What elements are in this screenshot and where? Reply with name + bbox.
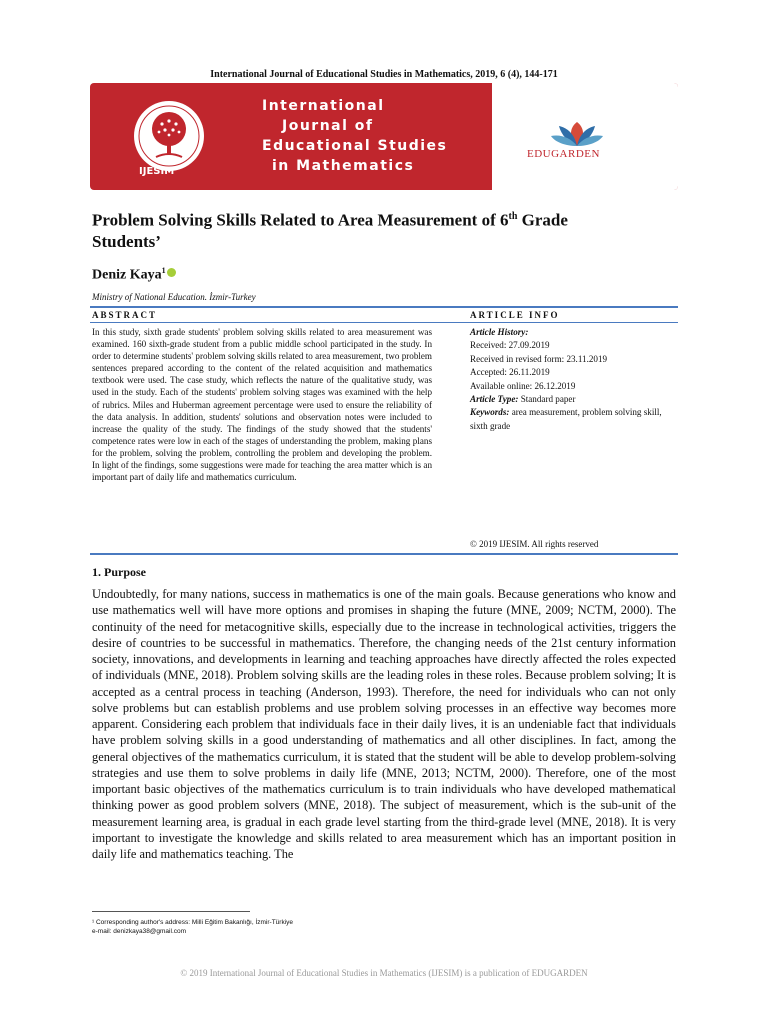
article-info-heading: ARTICLE INFO	[470, 310, 560, 320]
article-type-label: Article Type:	[470, 394, 519, 405]
logo-text: IJESIM	[139, 166, 175, 177]
abstract-text: In this study, sixth grade students' problem solving skills related to area measurement was examined. 160 sixth-grade student from a public middle school participated in the study. In order to determine students' problem solving skills related to area measurement, two problem sentences prepared according to the content of the related acquisition and mathematics textbook were used. The case study, which reflects the nature of the qualitative study, was used in the study. Each of the students' problem solving stages was examined with the help of rubrics. Miles and Huberman agreement percentage were used to ensure the reliability of the data analysis. In addition, students' solutions and observation notes were included to increase the quality of the study. The findings of the study showed that the students' competence rates were low in each of the stages of understanding the problem, making plans for the problem, solving the problem, controlling the problem and developing the problem. In light of the findings, some suggestions were made for teaching the area matter which is an important part of daily life and mathematics curriculum.	[92, 327, 432, 483]
copyright-notice: © 2019 IJESIM. All rights reserved	[470, 539, 599, 549]
banner-title-line: Journal of	[282, 118, 374, 134]
author-text: Deniz Kaya	[92, 267, 162, 283]
divider	[90, 553, 678, 555]
banner-title-line: International	[262, 98, 385, 114]
divider	[90, 322, 678, 323]
abstract-heading: ABSTRACT	[92, 310, 158, 320]
author-footnote-mark: 1	[161, 266, 166, 275]
author-name	[92, 266, 176, 284]
body-paragraph: Undoubtedly, for many nations, success in mathematics is one of the main goals. Because generations who know and use mathematics well will have more options and promises in shaping the future (MNE, 2009; NCTM, 2000). The continuity of the need for metacognitive skills, especially due to the increase in technological activities, triggers the desire of countries to be successful in mathematics. Therefore, the changing needs of the 21st century information society, innovations, and developments in learning and teaching approaches have directly affected the roles expected of individuals (MNE, 2018). Problem solving skills are the leading roles in these roles. Because problem solving; It is accepted as a central process in teaching (Anderson, 1993). Therefore, the need for individuals who can not only solve problems but can establish problems and use problem solving processes in an effective way becomes more apparent. Considering each problem that individuals face in their daily lives, it is an undeniable fact that individuals have problem solving skills in a good understanding of mathematics and all other disciplines. In fact, among the general objectives of the mathematics curriculum, it is stated that the student will be able to develop problem-solving strategies and use them to solve problems in daily life (MNE, 2013; NCTM, 2000). Therefore, one of the most important basic objectives of the mathematics curriculum is to train individuals who have developed mathematical thinking power as good problem solvers (MNE, 2018). The subject of measurement, which is the sub-unit of the measurement learning area, is gradual in each grade level starting from the third-grade level (MNE, 2018). It is very important to investigate the knowledge and skills related to area measurement which has an important position in daily life and mathematics teaching. The	[92, 587, 676, 861]
footnote	[92, 918, 293, 936]
footnote-line: ¹ Corresponding author's address: Milli Eğitim Bakanlığı, İzmir-Türkiye	[92, 919, 294, 926]
keywords-value: area measurement, problem solving skill, sixth grade	[470, 407, 662, 431]
revised-date: Received in revised form: 23.11.2019	[470, 353, 608, 364]
keywords-label: Keywords:	[470, 407, 510, 418]
received-date: Received: 27.09.2019	[470, 340, 550, 351]
article-type-value: Standard paper	[520, 394, 576, 405]
history-label: Article History:	[470, 327, 529, 337]
banner-title-line: Educational Studies	[262, 138, 448, 154]
ijesim-logo-icon	[132, 99, 206, 173]
divider	[90, 306, 678, 308]
edugarden-logo-icon	[547, 120, 607, 148]
banner-title	[262, 96, 447, 176]
affiliation: Ministry of National Education. İzmir-Turkey	[92, 292, 256, 302]
online-date: Available online: 26.12.2019	[470, 380, 576, 391]
footnote-email[interactable]: e-mail: denizkaya38@gmail.com	[92, 928, 187, 935]
footnote-divider	[92, 911, 250, 912]
paper-title: Problem Solving Skills Related to Area Measurement of 6th Grade Students’	[92, 210, 568, 251]
banner-title-line: in Mathematics	[272, 158, 415, 174]
article-info	[470, 326, 670, 433]
accepted-date: Accepted: 26.11.2019	[470, 367, 550, 378]
section-heading: 1. Purpose	[92, 565, 146, 579]
publisher-name: EDUGARDEN	[527, 148, 600, 160]
orcid-icon[interactable]	[167, 268, 176, 277]
journal-reference: International Journal of Educational Studies in Mathematics, 2019, 6 (4), 144-171	[210, 69, 558, 80]
page-footer: © 2019 International Journal of Educational Studies in Mathematics (IJESIM) is a publication of EDUGARDEN	[180, 968, 588, 978]
